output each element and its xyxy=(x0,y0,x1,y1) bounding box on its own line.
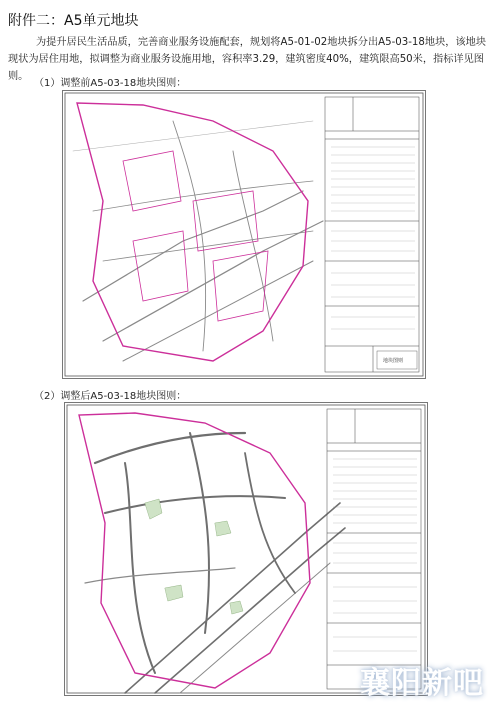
site-watermark: 襄阳新吧 xyxy=(360,666,484,701)
map-area xyxy=(79,413,345,693)
intro-paragraph: 为提升居民生活品质，完善商业服务设施配套，规划将A5-01-02地块拆分出A5-03-18地块，该地块现状为居住用地，拟调整为商业服务设施用地，容积率3.29，建筑密度40%，建筑限高50米，指标详见图则。 xyxy=(8,37,487,82)
caption-after: （2）调整后A5-03-18地块图则： xyxy=(34,391,187,402)
map-area xyxy=(73,103,323,361)
page-heading: 附件二：A5单元地块 xyxy=(8,13,139,29)
plan-sheet-after[interactable] xyxy=(64,402,428,696)
plan-sheet-before[interactable] xyxy=(62,90,426,379)
plan-drawing-after xyxy=(65,403,427,695)
plan-drawing-before xyxy=(63,91,425,378)
info-panel xyxy=(327,409,421,689)
info-panel xyxy=(325,97,419,372)
legend-title: 地块图则 xyxy=(383,358,404,364)
caption-before: （1）调整前A5-03-18地块图则： xyxy=(34,78,187,89)
